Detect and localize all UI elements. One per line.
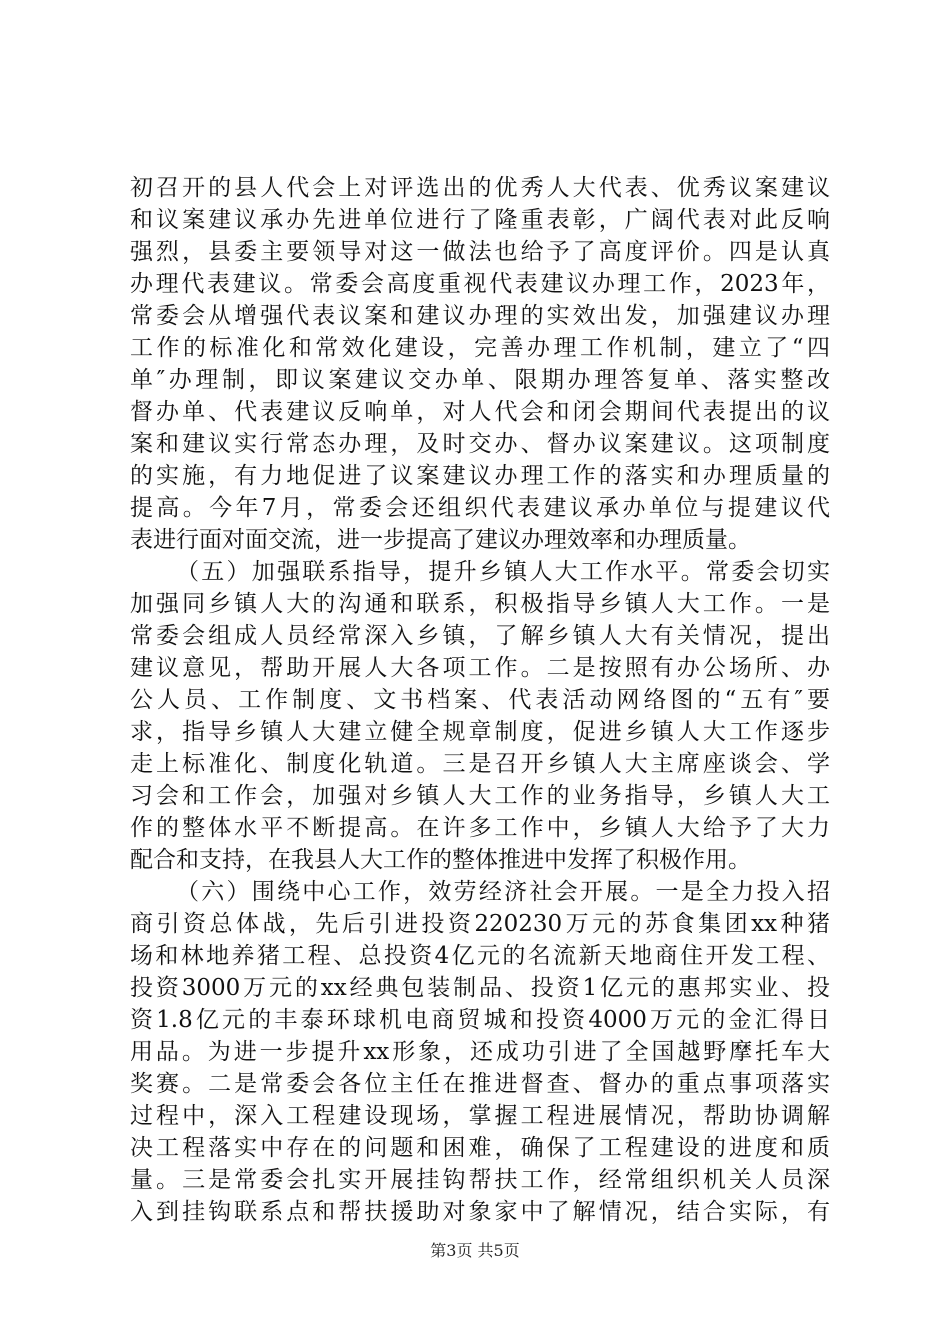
text-line: 配合和支持，在我县人大工作的整体推进中发挥了积极作用。 xyxy=(130,847,751,873)
text-line: 单″办理制，即议案建议交办单、限期办理答复单、落实整改 xyxy=(130,367,830,393)
text-line: 资1.8亿元的丰泰环球机电商贸城和投资4000万元的金汇得日 xyxy=(130,1007,830,1033)
page-footer: 第3页 共5页 xyxy=(430,1241,520,1260)
text-line: 办理代表建议。常委会高度重视代表建议办理工作，2023年， xyxy=(130,271,830,297)
document-body xyxy=(130,172,830,1228)
text-line: 场和林地养猪工程、总投资4亿元的名流新天地商住开发工程、 xyxy=(130,943,830,969)
text-line: 表进行面对面交流，进一步提高了建议办理效率和办理质量。 xyxy=(130,527,751,553)
text-line: 督办单、代表建议反响单，对人代会和闭会期间代表提出的议 xyxy=(130,399,830,425)
text-line: 过程中，深入工程建设现场，掌握工程进展情况，帮助协调解 xyxy=(130,1103,830,1129)
text-line: 投资3000万元的xx经典包装制品、投资1亿元的惠邦实业、投 xyxy=(130,975,830,1001)
text-line: 提高。今年7月，常委会还组织代表建议承办单位与提建议代 xyxy=(130,495,830,521)
text-line: 公人员、工作制度、文书档案、代表活动网络图的“五有″要 xyxy=(130,687,830,713)
text-line: 和议案建议承办先进单位进行了隆重表彰，广阔代表对此反响 xyxy=(130,207,830,233)
text-line: 初召开的县人代会上对评选出的优秀人大代表、优秀议案建议 xyxy=(130,175,830,201)
paragraph-start-line: （六）围绕中心工作，效劳经济社会开展。一是全力投入招 xyxy=(176,879,830,905)
text-line: 入到挂钩联系点和帮扶援助对象家中了解情况，结合实际，有 xyxy=(130,1199,830,1225)
paragraph-start-line: （五）加强联系指导，提升乡镇人大工作水平。常委会切实 xyxy=(176,559,830,585)
text-line: 的实施，有力地促进了议案建议办理工作的落实和办理质量的 xyxy=(130,463,830,489)
text-line: 常委会组成人员经常深入乡镇，了解乡镇人大有关情况，提出 xyxy=(130,623,830,649)
text-line: 奖赛。二是常委会各位主任在推进督查、督办的重点事项落实 xyxy=(130,1071,830,1097)
text-line: 习会和工作会，加强对乡镇人大工作的业务指导，乡镇人大工 xyxy=(130,783,830,809)
text-line: 加强同乡镇人大的沟通和联系，积极指导乡镇人大工作。一是 xyxy=(130,591,830,617)
text-line: 量。三是常委会扎实开展挂钩帮扶工作，经常组织机关人员深 xyxy=(130,1167,830,1193)
text-line: 建议意见，帮助开展人大各项工作。二是按照有办公场所、办 xyxy=(130,655,830,681)
text-line: 商引资总体战，先后引进投资220230万元的苏食集团xx种猪 xyxy=(130,911,830,937)
text-line: 常委会从增强代表议案和建议办理的实效出发，加强建议办理 xyxy=(130,303,830,329)
text-line: 用品。为进一步提升xx形象，还成功引进了全国越野摩托车大 xyxy=(130,1039,830,1065)
text-line: 工作的标准化和常效化建设，完善办理工作机制，建立了“四 xyxy=(130,335,830,361)
text-line: 求，指导乡镇人大建立健全规章制度，促进乡镇人大工作逐步 xyxy=(130,719,830,745)
text-line: 作的整体水平不断提高。在许多工作中，乡镇人大给予了大力 xyxy=(130,815,830,841)
text-line: 强烈，县委主要领导对这一做法也给予了高度评价。四是认真 xyxy=(130,239,830,265)
text-line: 走上标准化、制度化轨道。三是召开乡镇人大主席座谈会、学 xyxy=(130,751,830,777)
text-line: 案和建议实行常态办理，及时交办、督办议案建议。这项制度 xyxy=(130,431,830,457)
text-line: 决工程落实中存在的问题和困难，确保了工程建设的进度和质 xyxy=(130,1135,830,1161)
